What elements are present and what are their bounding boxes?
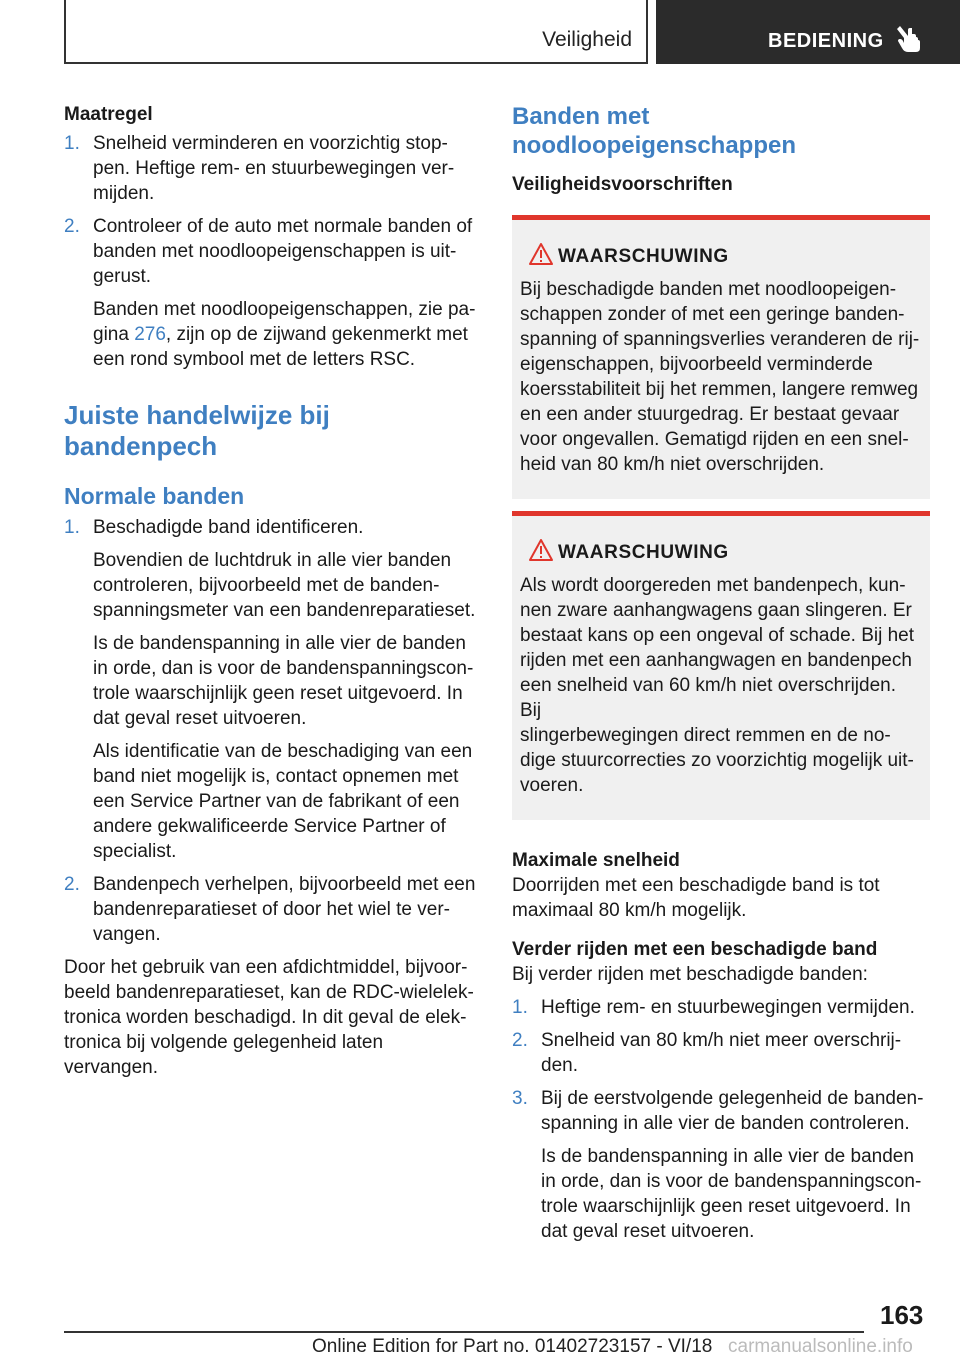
- header-section-tab: [64, 0, 648, 64]
- warning-triangle-icon: [528, 242, 554, 266]
- text-line: vangen.: [93, 924, 161, 945]
- text-line: gerust.: [93, 266, 152, 287]
- step-number: 3.: [512, 1088, 528, 1109]
- text-line: Door het gebruik van een afdichtmiddel, bijvoor-: [64, 957, 468, 978]
- closing-paragraph: [64, 955, 482, 1080]
- step-number: 2.: [512, 1030, 528, 1051]
- warning-text: [520, 277, 922, 477]
- left-column: [64, 102, 482, 1080]
- warning-title-row: [520, 244, 922, 269]
- text-line: Is de bandenspanning in alle vier de banden: [93, 633, 466, 654]
- page-reference-link[interactable]: 276: [134, 324, 166, 345]
- text-line: dige stuurcorrecties zo voorzichtig mogelijk uit-: [520, 750, 914, 771]
- list-item: [512, 995, 930, 1020]
- step-number: 1.: [512, 997, 528, 1018]
- text-line: Als wordt doorgereden met bandenpech, kun-: [520, 575, 906, 596]
- text-fragment: , zijn op de zijwand gekenmerkt met: [165, 324, 468, 345]
- text-line: Bij de eerstvolgende gelegenheid de banden-: [541, 1088, 924, 1109]
- text-line: voor ongevallen. Gematigd rijden en een snel-: [520, 429, 909, 450]
- text-line: rijden met een aanhangwagen en bandenpech: [520, 650, 912, 671]
- text-line: trole waarschijnlijk geen reset uitgevoerd. In: [541, 1196, 911, 1217]
- safety-heading: Veiligheidsvoorschriften: [512, 174, 733, 195]
- text-line: den.: [541, 1055, 578, 1076]
- page-number: 163: [880, 1300, 924, 1330]
- text-line: Snelheid verminderen en voorzichtig stop-: [93, 133, 448, 154]
- hand-pointer-icon: [894, 22, 924, 54]
- text-line: in orde, dan is voor de bandenspanningscon-: [93, 658, 474, 679]
- footer-divider: [64, 1331, 864, 1333]
- text-line: Controleer of de auto met normale banden of: [93, 216, 473, 237]
- text-line: een snelheid van 60 km/h niet overschrijden. Bij: [520, 675, 897, 721]
- warning-title: WAARSCHUWING: [558, 542, 729, 563]
- text-fragment: gina: [93, 324, 135, 345]
- text-line: Als identificatie van de beschadiging van een: [93, 741, 473, 762]
- step-number: 2.: [64, 874, 80, 895]
- step-number: 1.: [64, 517, 80, 538]
- text-line: andere gekwalificeerde Service Partner of: [93, 816, 446, 837]
- warning-text: [520, 573, 922, 798]
- text-line: heid van 80 km/h niet overschrijden.: [520, 454, 825, 475]
- text-line: Bandenpech verhelpen, bijvoorbeeld met een: [93, 874, 476, 895]
- text-line: tronica worden beschadigd. In dit geval de elek-: [64, 1007, 467, 1028]
- header-chapter-title: BEDIENING: [768, 30, 884, 52]
- list-item: [512, 1028, 930, 1078]
- text-line: een rond symbool met de letters RSC.: [93, 349, 416, 370]
- text-line: Beschadigde band identificeren.: [93, 517, 364, 538]
- warning-triangle-icon: [528, 538, 554, 562]
- list-item: [64, 131, 482, 206]
- text-line: schappen zonder of met een geringe banden-: [520, 304, 905, 325]
- text-line: Heftige rem- en stuurbewegingen vermijden.: [541, 997, 915, 1018]
- text-line: band niet mogelijk is, contact opnemen met: [93, 766, 459, 787]
- text-line: maximaal 80 km/h mogelijk.: [512, 900, 747, 921]
- maxspeed-heading: Maximale snelheid: [512, 850, 680, 871]
- text-line-with-link: [93, 322, 482, 347]
- text-line: bandenreparatieset of door het wiel te ver-: [93, 899, 450, 920]
- paragraph: [93, 631, 482, 731]
- warning-title-row: [520, 540, 922, 565]
- text-line: banden met noodloopeigenschappen is uit-: [93, 241, 457, 262]
- text-line: Snelheid van 80 km/h niet meer overschrij-: [541, 1030, 902, 1051]
- text-line: spanning of spanningsverlies veranderen de rij-: [520, 329, 920, 350]
- normal-tire-steps: [64, 515, 482, 947]
- text-line: spanningsmeter van een bandenreparatieset.: [93, 600, 476, 621]
- text-line: in orde, dan is voor de bandenspanningscon-: [541, 1171, 922, 1192]
- text-line: Doorrijden met een beschadigde band is tot: [512, 875, 880, 896]
- text-line: Bij verder rijden met beschadigde banden:: [512, 964, 868, 985]
- text-line: beeld bandenreparatieset, kan de RDC-wielelek-: [64, 982, 474, 1003]
- text-line: tronica bij volgende gelegenheid laten: [64, 1032, 384, 1053]
- list-item: [64, 872, 482, 947]
- text-line: en een ander stuurgedrag. Er bestaat gevaar: [520, 404, 900, 425]
- header-chapter-tab[interactable]: [656, 0, 960, 64]
- section-heading: Juiste handelwijze bij bandenpech: [64, 400, 330, 461]
- right-column: [512, 102, 930, 1252]
- footer-edition: Online Edition for Part no. 01402723157 - VI/18: [312, 1336, 713, 1357]
- text-line: trole waarschijnlijk geen reset uitgevoerd. In: [93, 683, 463, 704]
- text-line: Bovendien de luchtdruk in alle vier banden: [93, 550, 452, 571]
- text-line: vervangen.: [64, 1057, 159, 1078]
- text-line: een Service Partner van de fabrikant of een: [93, 791, 460, 812]
- text-line: bestaat kans op een ongeval of schade. Bij het: [520, 625, 914, 646]
- footer-watermark: carmanualsonline.info: [728, 1336, 913, 1357]
- text-line: dat geval reset uitvoeren.: [93, 708, 307, 729]
- text-line: specialist.: [93, 841, 177, 862]
- text-line: controleren, bijvoorbeeld met de banden-: [93, 575, 440, 596]
- paragraph: [93, 739, 482, 864]
- header-section-title: Veiligheid: [542, 28, 632, 51]
- warning-title: WAARSCHUWING: [558, 246, 729, 267]
- text-line: spanning in alle vier de banden controleren.: [541, 1113, 910, 1134]
- paragraph: [93, 548, 482, 623]
- text-line: pen. Heftige rem- en stuurbewegingen ver-: [93, 158, 455, 179]
- list-item: [64, 515, 482, 864]
- text-line: Is de bandenspanning in alle vier de banden: [541, 1146, 914, 1167]
- list-item: [64, 214, 482, 372]
- warning-box: [512, 511, 930, 820]
- step-number: 2.: [64, 216, 80, 237]
- measure-steps: [64, 131, 482, 372]
- subsection-heading: Normale banden: [64, 483, 245, 509]
- measure-heading: Maatregel: [64, 104, 153, 125]
- text-line: voeren.: [520, 775, 584, 796]
- step-number: 1.: [64, 133, 80, 154]
- text-line: eigenschappen, bijvoorbeeld verminderde: [520, 354, 873, 375]
- continue-heading: Verder rijden met een beschadigde band: [512, 939, 878, 960]
- paragraph: [541, 1144, 930, 1244]
- section-heading: Banden met noodloopeigenschappen: [512, 103, 797, 159]
- text-line: mijden.: [93, 183, 155, 204]
- warning-box: [512, 215, 930, 499]
- list-item: [512, 1086, 930, 1244]
- text-line: Bij beschadigde banden met noodloopeigen-: [520, 279, 897, 300]
- text-line: dat geval reset uitvoeren.: [541, 1221, 755, 1242]
- text-line: nen zware aanhangwagens gaan slingeren. Er: [520, 600, 912, 621]
- text-line: Banden met noodloopeigenschappen, zie pa-: [93, 299, 476, 320]
- continue-steps: [512, 995, 930, 1244]
- text-line: koersstabiliteit bij het remmen, langere remweg: [520, 379, 919, 400]
- text-line: slingerbewegingen direct remmen en de no-: [520, 725, 891, 746]
